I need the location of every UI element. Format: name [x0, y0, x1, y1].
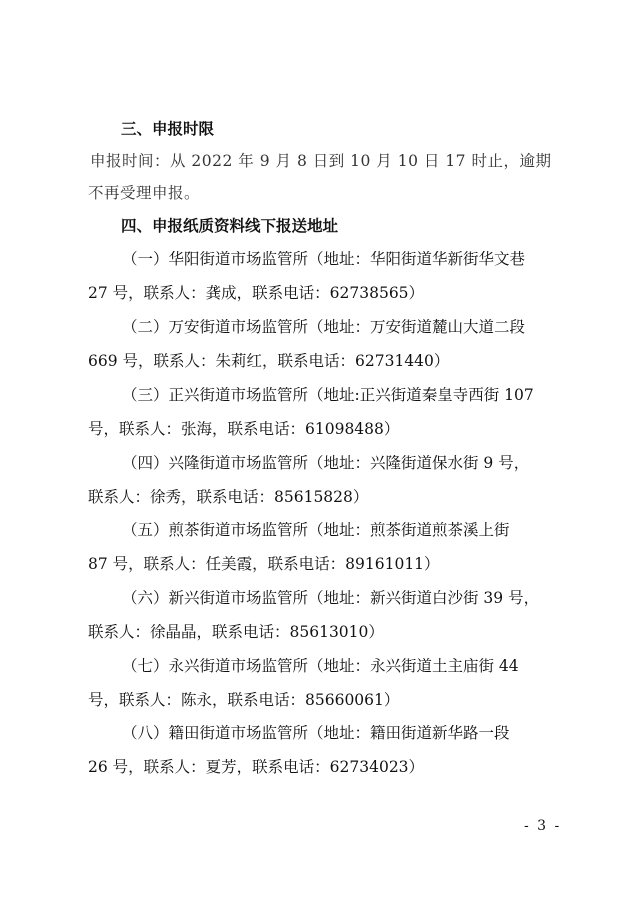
section-three-heading: 三、申报时限 [121, 120, 215, 138]
section-four-heading: 四、申报纸质资料线下报送地址 [121, 217, 339, 235]
address-item-2-line-1: （二）万安街道市场监管所（地址：万安街道麓山大道二段 [122, 318, 526, 336]
address-item-3-line-1: （三）正兴街道市场监管所（地址:正兴街道秦皇寺西街 107 [122, 386, 534, 404]
page-number: - 3 - [524, 818, 562, 834]
address-item-5-line-1: （五）煎茶街道市场监管所（地址：煎茶街道煎茶溪上街 [122, 521, 510, 539]
address-item-8-line-2: 26 号，联系人：夏芳，联系电话：62734023） [88, 758, 425, 776]
address-item-6-line-2: 联系人：徐晶晶，联系电话：85613010） [88, 623, 384, 641]
section-three-line-2: 不再受理申报。 [88, 184, 201, 202]
address-item-6-line-1: （六）新兴街道市场监管所（地址：新兴街道白沙街 39 号， [122, 589, 540, 607]
address-item-4-line-2: 联系人：徐秀，联系电话：85615828） [88, 488, 369, 506]
address-item-4-line-1: （四）兴隆街道市场监管所（地址：兴隆街道保水街 9 号， [122, 454, 530, 472]
address-item-2-line-2: 669 号，联系人：朱莉红，联系电话：62731440） [88, 352, 450, 370]
address-item-7-line-2: 号，联系人：陈永，联系电话：85660061） [88, 691, 400, 709]
address-item-1-line-1: （一）华阳街道市场监管所（地址：华阳街道华新街华文巷 [122, 250, 526, 268]
address-item-3-line-2: 号，联系人：张海，联系电话：61098488） [88, 420, 400, 438]
address-item-7-line-1: （七）永兴街道市场监管所（地址：永兴街道土主庙街 44 [122, 657, 519, 675]
address-item-5-line-2: 87 号，联系人：任美霞，联系电话：89161011） [88, 555, 440, 573]
section-three-line-1: 申报时间：从 2022 年 9 月 8 日到 10 月 10 日 17 时止，逾期 [90, 152, 552, 170]
address-item-8-line-1: （八）籍田街道市场监管所（地址：籍田街道新华路一段 [122, 724, 510, 742]
address-item-1-line-2: 27 号，联系人：龚成，联系电话：62738565） [88, 284, 425, 302]
